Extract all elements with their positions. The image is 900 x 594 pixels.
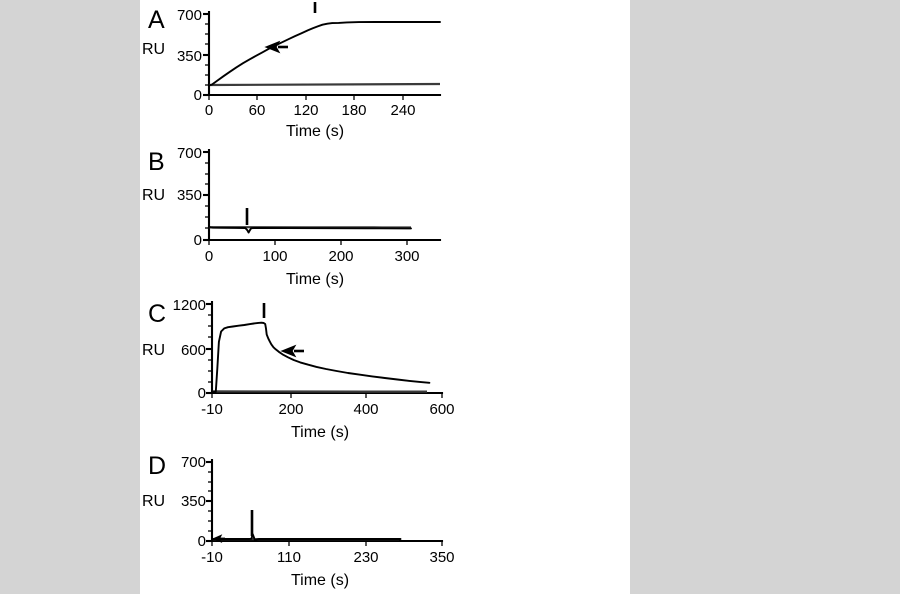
panel-d-axis-title: Time (s) [290, 572, 350, 589]
panel-a-ytick-700: 700 [176, 7, 202, 24]
panel-b-ru-label: RU [142, 187, 166, 204]
panel-b-xtick-100: 100 [262, 248, 288, 265]
panel-c-ytick-600: 600 [180, 342, 206, 359]
panel-d-xtick-110: 110 [277, 549, 301, 566]
panel-c-ytick-0: 0 [197, 385, 206, 402]
panel-d-xtick-n10: -10 [201, 549, 223, 566]
panel-b-axis-title: Time (s) [285, 271, 345, 288]
figure-canvas [140, 0, 630, 594]
panel-d-ytick-350: 350 [180, 493, 206, 510]
panel-c-binding-trace [213, 323, 430, 392]
panel-c-series-group [213, 323, 430, 392]
panel-d-plot [140, 442, 630, 594]
panel-c-xtick-200: 200 [278, 401, 304, 418]
panel-d-ytick-700: 700 [180, 454, 206, 471]
panel-c-arrow-left-icon [282, 346, 304, 356]
panel-c-xtick-400: 400 [353, 401, 379, 418]
panel-b [140, 140, 630, 290]
panel-a-plot [140, 0, 630, 140]
panel-a-ru-label: RU [142, 41, 166, 58]
panel-d-letter: D [148, 452, 167, 480]
panel-a-xtick-0: 0 [204, 102, 214, 119]
panel-c-axis-title: Time (s) [290, 424, 350, 441]
panel-b-ytick-350: 350 [176, 187, 202, 204]
panel-c-xtick-n10: -10 [201, 401, 223, 418]
panel-a-ytick-0: 0 [193, 87, 202, 104]
panel-d-ytick-0: 0 [197, 533, 206, 550]
panel-b-xtick-300: 300 [394, 248, 420, 265]
panel-a-xtick-60: 60 [248, 102, 266, 119]
panel-a-axis-title: Time (s) [285, 123, 345, 140]
panel-c-plot [140, 290, 630, 442]
panel-d [140, 442, 630, 594]
panel-b-letter: B [148, 148, 165, 176]
panel-d-series-group [213, 534, 401, 541]
panel-b-series-group [209, 227, 411, 233]
panel-d-ru-label: RU [142, 493, 166, 510]
panel-a-reference-trace [209, 84, 440, 85]
panel-b-xtick-0: 0 [204, 248, 214, 265]
panel-c-ru-label: RU [142, 342, 166, 359]
panel-b-ytick-0: 0 [193, 232, 202, 249]
panel-a-binding-trace [209, 22, 440, 86]
panel-a-ytick-350: 350 [176, 48, 202, 65]
panel-a-series-group [209, 22, 440, 86]
panel-a-xtick-120: 120 [293, 102, 319, 119]
panel-a-xtick-180: 180 [341, 102, 367, 119]
panel-d-xtick-230: 230 [353, 549, 379, 566]
panel-a [140, 0, 630, 140]
panel-c-xtick-600: 600 [429, 401, 455, 418]
panel-a-arrow-left-icon [266, 42, 288, 52]
panel-b-xtick-200: 200 [328, 248, 354, 265]
panel-d-xtick-350: 350 [429, 549, 455, 566]
panel-c [140, 290, 630, 442]
panel-b-ytick-700: 700 [176, 145, 202, 162]
panel-b-plot [140, 140, 630, 290]
panel-c-ytick-1200: 1200 [172, 297, 206, 314]
panel-a-letter: A [148, 6, 165, 34]
panel-b-binding-trace [209, 227, 411, 233]
panel-c-letter: C [148, 300, 167, 328]
panel-a-xtick-240: 240 [390, 102, 416, 119]
